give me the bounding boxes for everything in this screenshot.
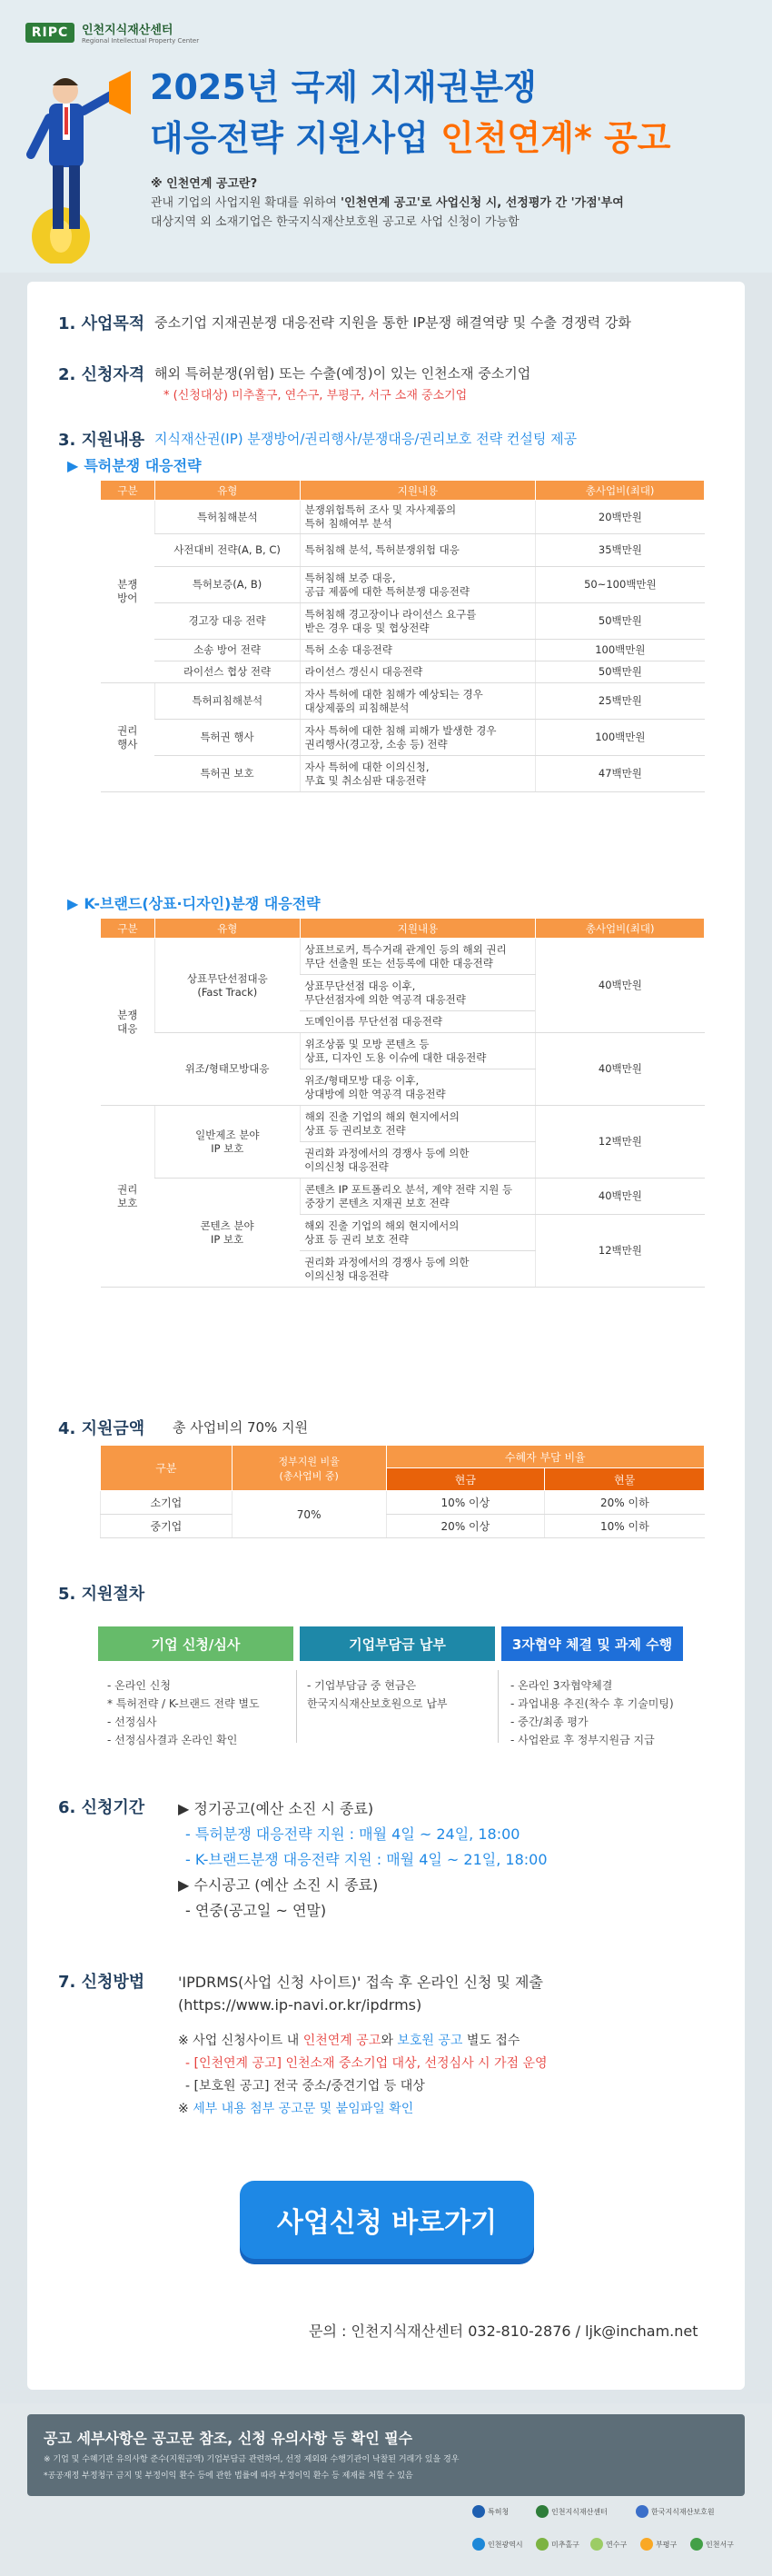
list-item: - 선정심사 [107,1716,157,1728]
intro-line-1b: '인천연계 공고'로 사업신청 시, 선정평가 간 '가점'부여 [341,196,624,210]
michuhol-logo [536,2538,579,2551]
brand-strategy-table [100,918,705,1288]
divider [296,1670,297,1743]
apply-note-1b: 인천연계 공고 [302,2034,381,2048]
bupyeong-logo [640,2538,677,2551]
cost-cell: 12백만원 [536,1215,705,1288]
apply-method: 'IPDRMS(사업 신청 사이트)' 접속 후 온라인 신청 및 제출 [178,1974,543,1991]
th-type: 유형 [154,481,300,501]
th-type: 유형 [154,919,300,939]
org-label: 한국지식재산보호원 [651,2507,715,2516]
footer [0,2403,772,2576]
seogu-logo [690,2538,734,2551]
process-step-3-list [510,1676,674,1749]
content-cell: 콘텐츠 IP 포트폴리오 분석, 계약 전략 지원 등 중장기 콘텐츠 지재권 보호 전략 [300,1179,536,1215]
content-cell: 자사 특허에 대한 이의신청, 무효 및 취소심판 대응전략 [300,756,536,792]
content-cell: 상표브로커, 특수거래 관계인 등의 해외 권리 무단 선출원 또는 선등록에 대한 대응전략 [300,939,536,975]
type-cell: 사전대비 전략(A, B, C) [154,534,300,567]
th-cost: 총사업비(최대) [536,919,705,939]
type-cell: 소송 방어 전략 [154,640,300,661]
th-group: 구분 [101,919,155,939]
content-cell: 특허침해 보증 대응, 공급 제품에 대한 특허분쟁 대응전략 [300,567,536,603]
footer-main-notice: 공고 세부사항은 공고문 참조, 신청 유의사항 등 확인 필수 [44,2430,413,2447]
ripc-partner-logo [536,2505,608,2518]
th-content: 지원내용 [300,919,536,939]
group-cell: 분쟁 방어 [101,501,155,683]
process-step-3: 3자협약 체결 및 과제 수행 [501,1626,683,1661]
section-1-label: 1. 사업목적 [58,314,145,333]
triangle-icon: ▶ [67,895,79,912]
cost-cell: 40백만원 [536,1033,705,1106]
intro-line-1 [151,194,624,213]
cost-cell: 40백만원 [536,939,705,1033]
process-step-2: 기업부담금 납부 [300,1626,495,1661]
org-label: 미추홀구 [551,2540,579,2549]
th-cash: 현금 [386,1468,545,1491]
funding-ratio-table [100,1445,705,1538]
section-2-label: 2. 신청자격 [58,365,145,384]
type-cell: 위조/형태모방대응 [154,1033,300,1106]
yeonsu-logo [590,2538,627,2551]
section-3-label: 3. 지원내용 [58,431,145,450]
sub-heading-brand [67,892,321,913]
schedule-occasional: ▶ 수시공고 (예산 소진 시 종료) [178,1876,379,1894]
kipo-logo [472,2505,509,2518]
type-cell: 경고장 대응 전략 [154,603,300,640]
type-cell: 콘텐츠 분야 IP 보호 [154,1179,300,1288]
cost-cell: 35백만원 [536,534,705,567]
content-cell: 자사 특허에 대한 침해가 예상되는 경우 대상제품의 피침해분석 [300,683,536,720]
footer-note-1: ※ 기업 및 수혜기관 유의사항 준수(지원금액) 기업부담금 관련하여, 선정 제외와 수행기관이 낙찰된 거래가 있을 경우 [44,2455,460,2464]
group-cell: 권리 보호 [101,1106,155,1288]
section-4-text: 총 사업비의 70% 지원 [173,1419,309,1436]
businessman-megaphone-illustration [11,55,147,264]
title-line-2-b: 인천연계* 공고 [440,118,671,158]
apply-note-1 [178,2031,520,2049]
cost-cell: 40백만원 [536,1179,705,1215]
apply-now-button[interactable]: 사업신청 바로가기 [240,2181,534,2259]
type-cell: 일반제조 분야 IP 보호 [154,1106,300,1179]
content-cell: 도메인이름 무단선점 대응전략 [300,1011,536,1033]
org-label: 부평구 [656,2540,678,2549]
th-gov-ratio: 정부지원 비율 (총사업비 중) [232,1446,386,1491]
org-label: 인천서구 [706,2540,734,2549]
content-cell: 라이선스 갱신시 대응전략 [300,661,536,683]
ripc-logo [25,20,199,45]
title-line-1: 2025년 국제 지재권분쟁 [150,67,537,107]
intro-question: ※ 인천연계 공고란? [151,177,258,191]
apply-url[interactable]: (https://www.ip-navi.or.kr/ipdrms) [178,1996,422,2014]
intro-line-2: 대상지역 외 소재기업은 한국지식재산보호원 공고로 사업 신청이 가능함 [151,215,520,229]
process-step-1-list [107,1676,260,1749]
list-item: 한국지식재산보호원으로 납부 [307,1697,448,1710]
cost-cell: 25백만원 [536,683,705,720]
footer-note-2: *공공재정 부정청구 금지 및 부정이익 환수 등에 관한 법률에 따라 부정이익 환수 등 제재를 처할 수 있음 [44,2472,413,2481]
sub-heading-brand-label: K-브랜드(상표·디자인)분쟁 대응전략 [84,895,321,912]
content-cell: 해외 진출 기업의 해외 현지에서의 상표 등 권리보호 전략 [300,1106,536,1142]
org-label: 인천광역시 [488,2540,523,2549]
page-title [150,62,670,164]
type-cell: 특허권 보호 [154,756,300,792]
th-self-ratio: 수혜자 부담 비율 [386,1446,704,1468]
sub-heading-patent-label: 특허분쟁 대응전략 [84,457,202,474]
intro-line-1a: 관내 기업의 사업지원 확대를 위하여 [151,196,341,210]
list-item: - 중간/최종 평가 [510,1716,589,1728]
process-step-2-list [307,1676,448,1713]
schedule-yearround: - 연중(공고일 ~ 연말) [185,1902,327,1919]
sub-heading-patent [67,454,202,475]
logo-mark: RIPC [25,23,74,43]
content-cell: 위조/형태모방 대응 이후, 상대방에 의한 역공격 대응전략 [300,1069,536,1106]
list-item: - 기업부담금 중 현금은 [307,1679,417,1692]
process-step-1: 기업 신청/심사 [98,1626,293,1661]
org-name-en: Regional Intellectual Property Center [82,37,200,45]
th-group: 구분 [101,481,155,501]
cost-cell: 50백만원 [536,661,705,683]
th-group: 구분 [101,1446,233,1491]
cash-cell: 20% 이상 [386,1515,545,1538]
type-cell: 특허침해분석 [154,501,300,534]
section-1-text: 중소기업 지재권분쟁 대응전략 지원을 통한 IP분쟁 해결역량 및 수출 경쟁력 강화 [154,314,631,331]
type-cell: 라이선스 협상 전략 [154,661,300,683]
cost-cell: 50백만원 [536,603,705,640]
partner-logos [472,2505,745,2569]
group-cell: 권리 행사 [101,683,155,792]
content-cell: 권리화 과정에서의 경쟁사 등에 의한 이의신청 대응전략 [300,1251,536,1288]
triangle-icon: ▶ [67,457,79,474]
list-item: - 과업내용 추진(착수 후 기술미팅) [510,1697,674,1710]
title-line-2 [150,113,670,164]
type-cell: 특허권 행사 [154,720,300,756]
cost-cell: 50~100백만원 [536,567,705,603]
schedule-brand: - K-브랜드분쟁 대응전략 지원 : 매월 4일 ~ 21일, 18:00 [185,1851,548,1868]
list-item: - 선정심사결과 온라인 확인 [107,1734,238,1746]
intro-text [151,174,624,232]
th-in-kind: 현물 [545,1468,705,1491]
cost-cell: 100백만원 [536,720,705,756]
apply-note-kipa: - [보호원 공고] 전국 중소/중견기업 등 대상 [185,2079,425,2094]
list-item: - 온라인 신청 [107,1679,171,1692]
type-cell: 특허보증(A, B) [154,567,300,603]
cash-cell: 10% 이상 [386,1491,545,1515]
gov-ratio-cell: 70% [232,1491,386,1538]
section-2-note: * (신청대상) 미추홀구, 연수구, 부평구, 서구 소재 중소기업 [163,389,468,403]
list-item: - 온라인 3자협약체결 [510,1679,613,1692]
content-cell: 분쟁위험특허 조사 및 자사제품의 특허 침해여부 분석 [300,501,536,534]
content-cell: 특허 소송 대응전략 [300,640,536,661]
apply-note-1d: 보호원 공고 [397,2034,463,2048]
schedule-patent: - 특허분쟁 대응전략 지원 : 매월 4일 ~ 24일, 18:00 [185,1825,520,1843]
content-cell: 해외 진출 기업의 해외 현지에서의 상표 등 권리 보호 전략 [300,1215,536,1251]
org-name: 인천지식재산센터 [82,24,173,37]
section-7-label: 7. 신청방법 [58,1973,145,1992]
content-cell: 상표무단선점 대응 이후, 무단선점자에 의한 역공격 대응전략 [300,975,536,1011]
cost-cell: 47백만원 [536,756,705,792]
section-4-label: 4. 지원금액 [58,1419,145,1438]
org-label: 특허청 [488,2507,510,2516]
org-label: 인천지식재산센터 [551,2507,608,2516]
divider [498,1670,499,1743]
title-line-2-a: 대응전략 지원사업 [150,118,441,158]
incheon-city-logo [472,2538,523,2551]
koipa-logo [636,2505,715,2518]
th-cost: 총사업비(최대) [536,481,705,501]
apply-note-1c: 와 [381,2034,398,2048]
company-size-cell: 소기업 [101,1491,233,1515]
contact-info: 문의 : 인천지식재산센터 032-810-2876 / ljk@incham.net [309,2322,698,2340]
content-cell: 특허침해 경고장이나 라이선스 요구를 받은 경우 대응 및 협상전략 [300,603,536,640]
apply-note-2 [178,2099,413,2117]
content-cell: 위조상품 및 모방 콘텐츠 등 상표, 디자인 도용 이슈에 대한 대응전략 [300,1033,536,1069]
cost-cell: 100백만원 [536,640,705,661]
cost-cell: 12백만원 [536,1106,705,1179]
apply-note-1a: ※ 사업 신청사이트 내 [178,2034,303,2048]
company-size-cell: 중기업 [101,1515,233,1538]
type-cell: 특허피침해분석 [154,683,300,720]
content-cell: 자사 특허에 대한 침해 피해가 발생한 경우 권리행사(경고장, 소송 등) 전략 [300,720,536,756]
content-cell: 권리화 과정에서의 경쟁사 등에 의한 이의신청 대응전략 [300,1142,536,1179]
list-item: * 특허전략 / K-브랜드 전략 별도 [107,1697,260,1710]
cost-cell: 20백만원 [536,501,705,534]
schedule-regular: ▶ 정기공고(예산 소진 시 종료) [178,1800,374,1817]
patent-strategy-table [100,480,705,792]
section-2-text: 해외 특허분쟁(위험) 또는 수출(예정)이 있는 인천소재 중소기업 [154,365,531,382]
section-6-label: 6. 신청기간 [58,1798,145,1817]
apply-note-2a: ※ [178,2102,193,2116]
org-label: 연수구 [606,2540,628,2549]
footer-notice-bar [27,2414,745,2496]
th-content: 지원내용 [300,481,536,501]
section-3-text: 지식재산권(IP) 분쟁방어/권리행사/분쟁대응/권리보호 전략 컨설팅 제공 [154,431,578,447]
apply-note-2b: 세부 내용 첨부 공고문 및 붙임파일 확인 [193,2102,414,2116]
list-item: - 사업완료 후 정부지원금 지급 [510,1734,655,1746]
in-kind-cell: 10% 이하 [545,1515,705,1538]
header-banner [0,0,772,273]
group-cell: 분쟁 대응 [101,939,155,1106]
apply-note-incheon: - [인천연계 공고] 인천소재 중소기업 대상, 선정심사 시 가점 운영 [185,2056,548,2071]
content-card [27,282,745,2390]
section-5-label: 5. 지원절차 [58,1585,145,1604]
type-cell: 상표무단선점대응 (Fast Track) [154,939,300,1033]
apply-note-1e: 별도 접수 [462,2034,520,2048]
content-cell: 특허침해 분석, 특허분쟁위험 대응 [300,534,536,567]
in-kind-cell: 20% 이하 [545,1491,705,1515]
